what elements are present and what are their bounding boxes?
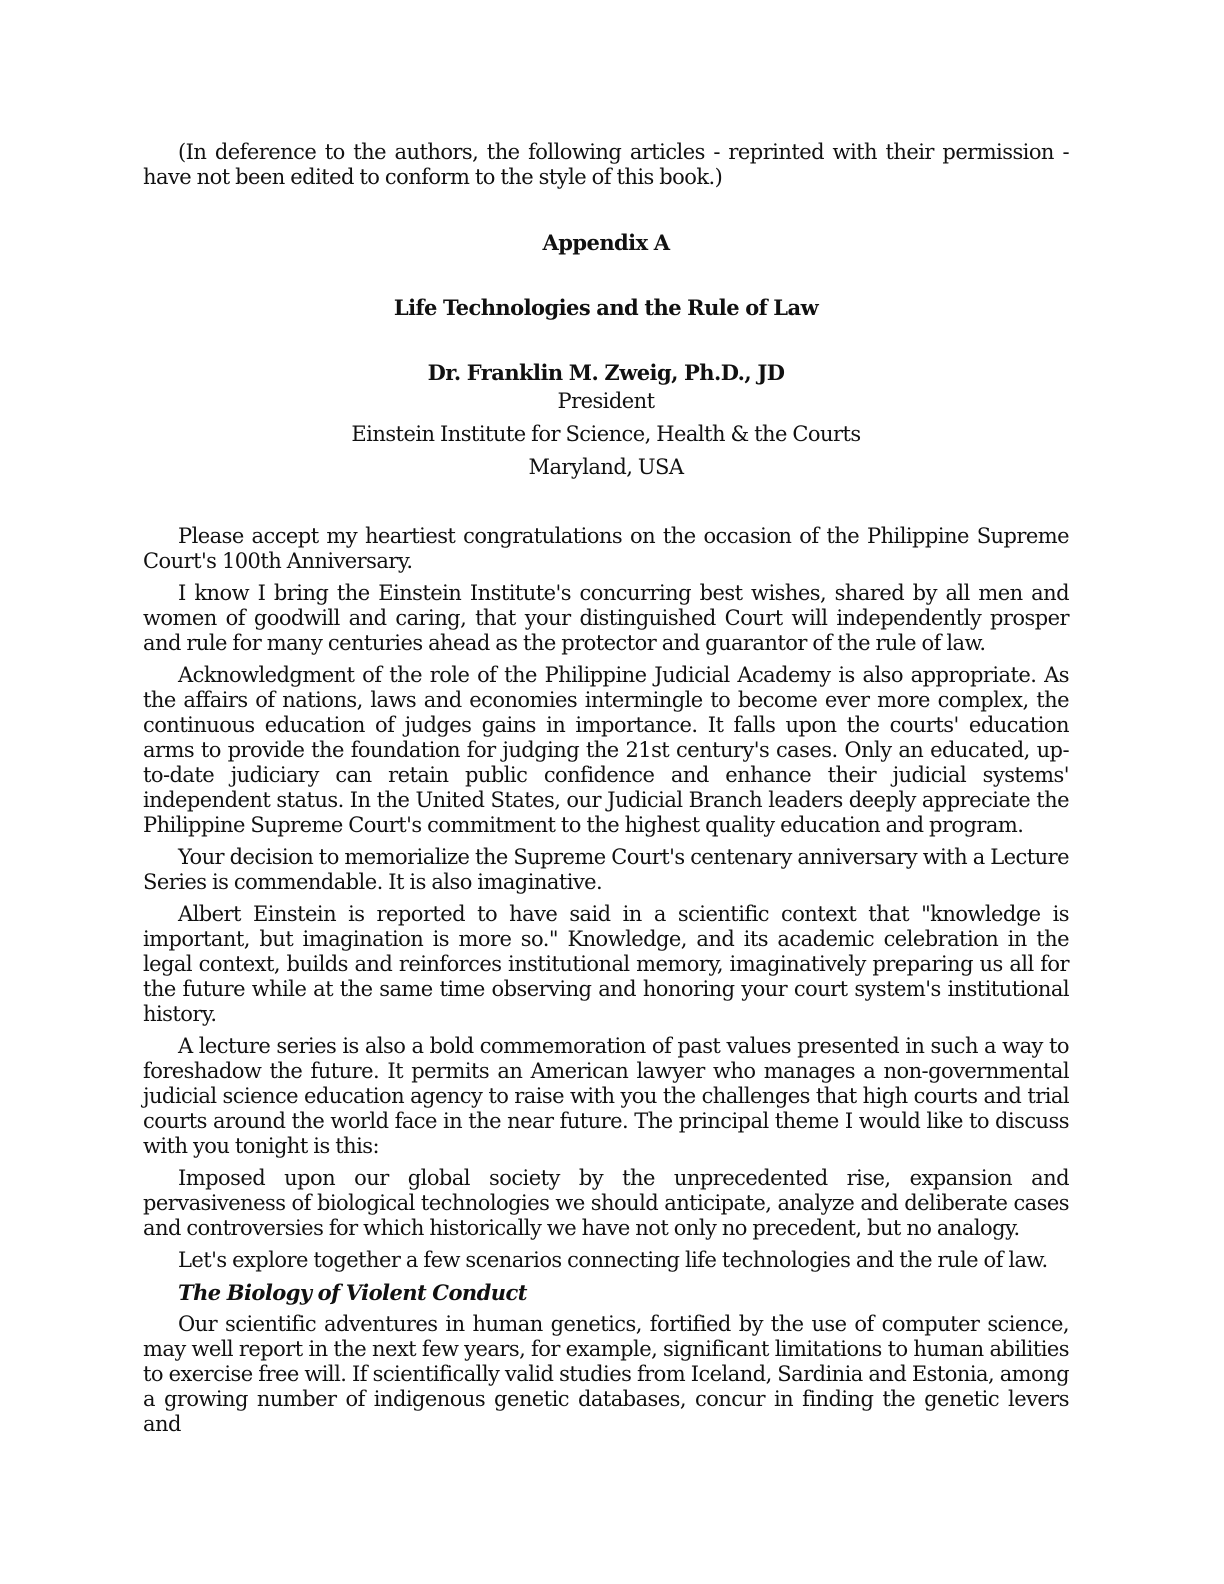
editorial-note: (In deference to the authors, the following articles - reprinted with their permission - have not been edited to conform to the style of this book.) xyxy=(143,140,1069,189)
body-paragraph: Your decision to memorialize the Supreme Court's centenary anniversary with a Lecture Series is commendable. It is also imaginative. xyxy=(143,845,1069,894)
body-paragraph: Imposed upon our global society by the unprecedented rise, expansion and pervasiveness of biological technologies we should anticipate, analyze and deliberate cases and controversies for which historically we have not only no precedent, but no analogy. xyxy=(143,1166,1069,1240)
section-heading: The Biology of Violent Conduct xyxy=(178,1280,527,1305)
body-paragraph: Acknowledgment of the role of the Philippine Judicial Academy is also appropriate. As the affairs of nations, laws and economies intermingle to become ever more complex, the continuous education of judges gains in importance. It falls upon the courts' education arms to provide the foundation for judging the 21st century's cases. Only an educated, up-to-date judiciary can retain public confidence and enhance their judicial systems' independent status. In the United States, our Judicial Branch leaders deeply appreciate the Philippine Supreme Court's commitment to the highest quality education and program. xyxy=(143,663,1069,837)
document-page xyxy=(143,140,1069,1444)
section-paragraph: Our scientific adventures in human genetics, fortified by the use of computer science, may well report in the next few years, for example, significant limitations to human abilities to exercise free will. If scientifically valid studies from Iceland, Sardinia and Estonia, among a growing number of indigenous genetic databases, concur in finding the genetic levers and xyxy=(143,1312,1069,1436)
body-paragraph: A lecture series is also a bold commemoration of past values presented in such a way to foreshadow the future. It permits an American lawyer who manages a non-governmental judicial science education agency to raise with you the challenges that high courts and trial courts around the world face in the near future. The principal theme I would like to discuss with you tonight is this: xyxy=(143,1034,1069,1158)
author-location: Maryland, USA xyxy=(528,455,684,479)
body-paragraph: Let's explore together a few scenarios connecting life technologies and the rule of law. xyxy=(178,1248,1048,1272)
author-name: Dr. Franklin M. Zweig, Ph.D., JD xyxy=(427,360,785,385)
author-position: President xyxy=(557,389,655,413)
body-paragraph: Albert Einstein is reported to have said in a scientific context that "knowledge is important, but imagination is more so." Knowledge, and its academic celebration in the legal context, builds and reinforces institutional memory, imaginatively preparing us all for the future while at the same time observing and honoring your court system's institutional history. xyxy=(143,902,1069,1026)
appendix-label: Appendix A xyxy=(542,230,670,255)
body-paragraph: I know I bring the Einstein Institute's concurring best wishes, shared by all men and women of goodwill and caring, that your distinguished Court will independently prosper and rule for many centuries ahead as the protector and guarantor of the rule of law. xyxy=(143,581,1069,655)
body-paragraph: Please accept my heartiest congratulations on the occasion of the Philippine Supreme Court's 100th Anniversary. xyxy=(143,524,1069,573)
author-organization: Einstein Institute for Science, Health & the Courts xyxy=(351,422,861,446)
article-title: Life Technologies and the Rule of Law xyxy=(393,295,819,320)
